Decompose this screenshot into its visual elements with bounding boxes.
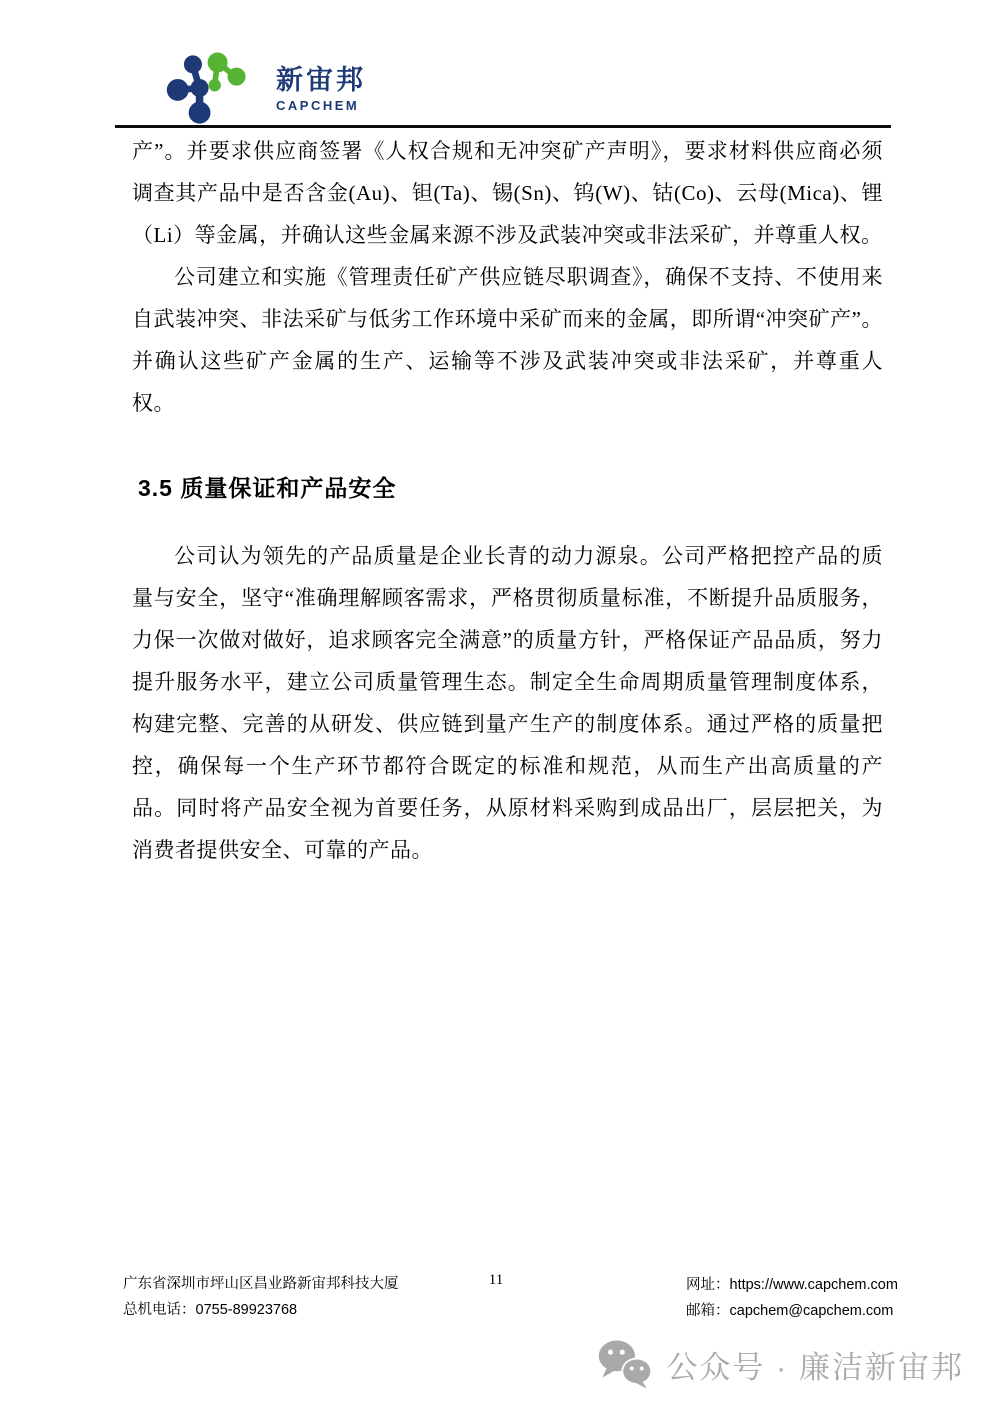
capchem-logo [158,52,366,126]
header-divider-line [115,125,891,128]
footer-address: 广东省深圳市坪山区昌业路新宙邦科技大厦 [123,1276,399,1292]
footer-contact-info [686,1272,898,1324]
footer-email: 邮箱：capchem@capchem.com [686,1303,894,1319]
watermark-label: 公众号 · 廉洁新宙邦 [666,1349,964,1385]
logo-brand-english: CAPCHEM [276,97,360,113]
page-number: 11 [488,1272,504,1288]
document-body [132,130,883,871]
footer-website: 网址：https://www.capchem.com [686,1277,898,1293]
wechat-watermark-badge [596,1338,964,1390]
paragraph-conflict-minerals-continued: 产”。并要求供应商签署《人权合规和无冲突矿产声明》，要求材料供应商必须调查其产品中是否含金(Au)、钽(Ta)、锡(Sn)、钨(W)、钴(Co)、云母(Mica)、锂（Li）等金属，并确认这些金属来源不涉及武装冲突或非法采矿，并尊重人权。 [132,139,883,247]
paragraph-due-diligence: 公司建立和实施《管理责任矿产供应链尽职调查》，确保不支持、不使用来自武装冲突、非法采矿与低劣工作环境中采矿而来的金属，即所谓“冲突矿产”。并确认这些矿产金属的生产、运输等不涉及武装冲突或非法采矿，并尊重人权。 [132,265,883,415]
logo-wordmark [276,64,366,113]
section-heading-3-5: 3.5 质量保证和产品安全 [138,475,397,501]
footer-phone: 总机电话：0755-89923768 [123,1302,298,1318]
molecule-logo-icon [158,52,262,126]
logo-brand-chinese: 新宙邦 [276,64,366,95]
wechat-icon [596,1338,654,1390]
paragraph-quality-assurance: 公司认为领先的产品质量是企业长青的动力源泉。公司严格把控产品的质量与安全，坚守“准确理解顾客需求，严格贯彻质量标准，不断提升品质服务，力保一次做对做好，追求顾客完全满意”的质量方针，严格保证产品品质，努力提升服务水平，建立公司质量管理生态。制定全生命周期质量管理制度体系，构建完整、完善的从研发、供应链到量产生产的制度体系。通过严格的质量把控，确保每一个生产环节都符合既定的标准和规范，从而生产出高质量的产品。同时将产品安全视为首要任务，从原材料采购到成品出厂，层层把关，为消费者提供安全、可靠的产品。 [132,544,883,862]
